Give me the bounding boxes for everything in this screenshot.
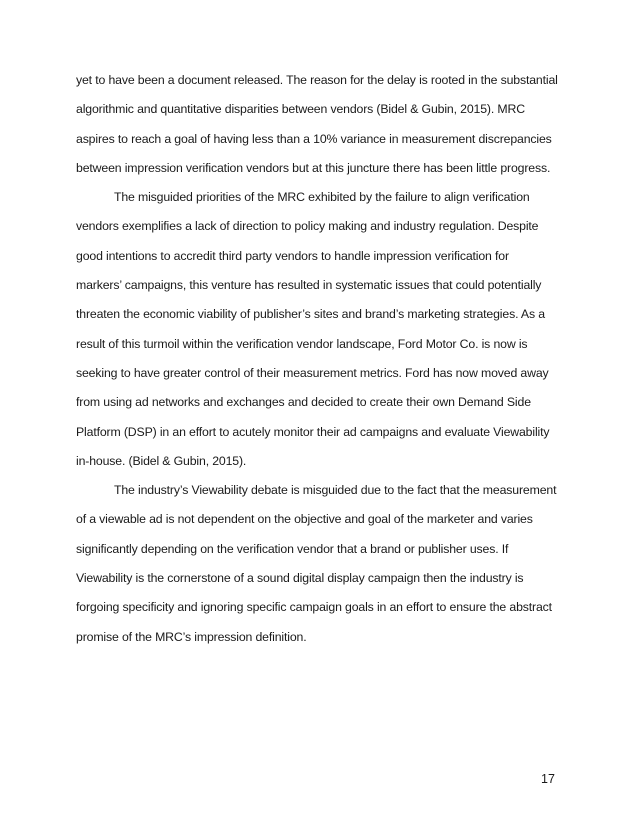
- text-line: vendors exemplifies a lack of direction to policy making and industry regulation. Despite: [76, 219, 539, 234]
- page-number: 17: [541, 772, 555, 786]
- text-line: of a viewable ad is not dependent on the objective and goal of the marketer and varies: [76, 512, 533, 527]
- body-text: [76, 66, 566, 652]
- text-line: Platform (DSP) in an effort to acutely monitor their ad campaigns and evaluate Viewability: [76, 424, 550, 439]
- text-line: markers’ campaigns, this venture has resulted in systematic issues that could potentially: [76, 278, 542, 293]
- text-line: threaten the economic viability of publisher’s sites and brand’s marketing strategies. As a: [76, 307, 545, 322]
- text-line: between impression verification vendors but at this juncture there has been little progress.: [76, 160, 551, 175]
- text-line: in-house. (Bidel & Gubin, 2015).: [76, 453, 247, 468]
- text-line: algorithmic and quantitative disparities between vendors (Bidel & Gubin, 2015). MRC: [76, 102, 525, 117]
- text-line: from using ad networks and exchanges and decided to create their own Demand Side: [76, 395, 531, 410]
- text-line: significantly depending on the verification vendor that a brand or publisher uses. If: [76, 541, 509, 556]
- text-line: seeking to have greater control of their measurement metrics. Ford has now moved away: [76, 365, 549, 380]
- text-line: Viewability is the cornerstone of a sound digital display campaign then the industry is: [76, 571, 524, 586]
- text-line: promise of the MRC’s impression definition.: [76, 629, 307, 644]
- paragraph-start-line: The industry’s Viewability debate is misguided due to the fact that the measurement: [114, 483, 557, 498]
- text-line: yet to have been a document released. The reason for the delay is rooted in the substantial: [76, 73, 558, 87]
- paragraph-start-line: The misguided priorities of the MRC exhibited by the failure to align verification: [114, 190, 530, 205]
- text-line: forgoing specificity and ignoring specific campaign goals in an effort to ensure the abstract: [76, 600, 552, 615]
- text-line: good intentions to accredit third party vendors to handle impression verification for: [76, 248, 509, 263]
- text-line: result of this turmoil within the verification vendor landscape, Ford Motor Co. is now is: [76, 336, 528, 351]
- text-line: aspires to reach a goal of having less than a 10% variance in measurement discrepancies: [76, 131, 552, 146]
